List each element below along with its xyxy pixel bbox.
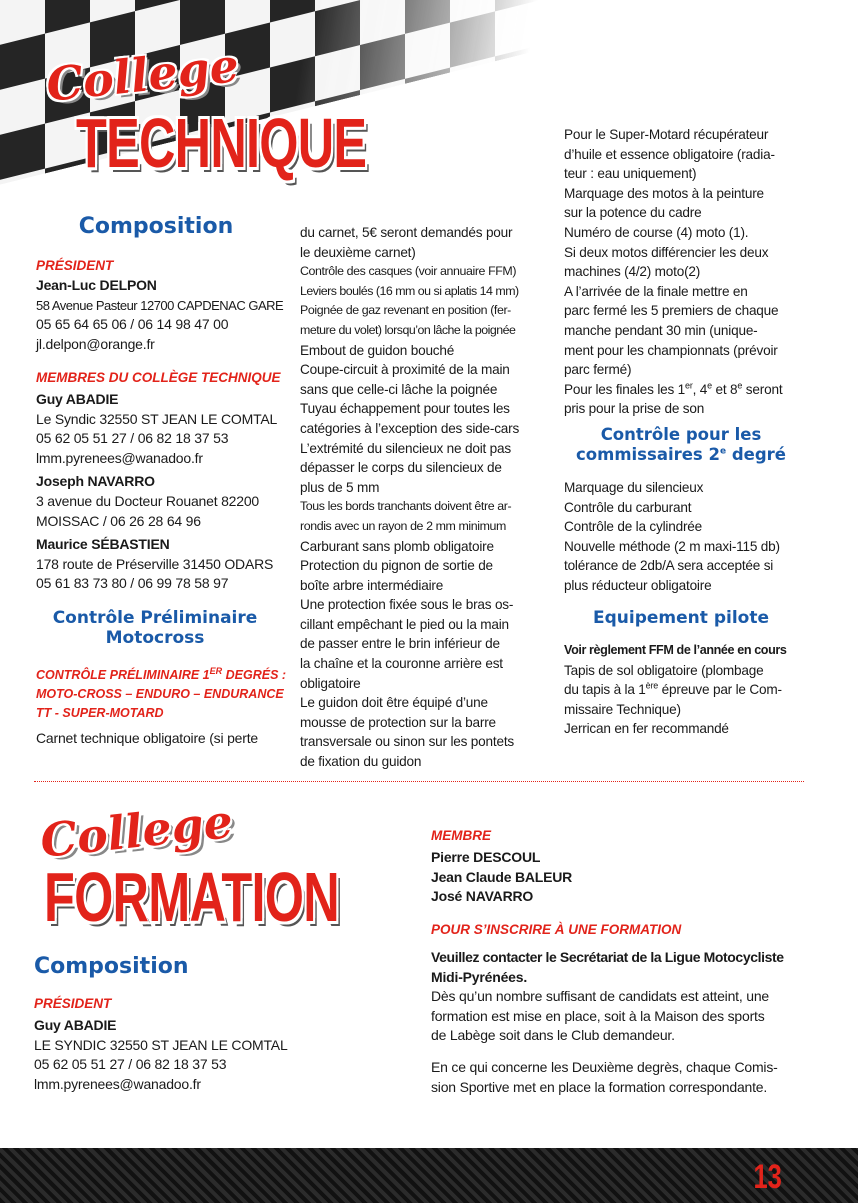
formation-membre: Pierre DESCOUL: [431, 849, 541, 865]
column-2-line: meture du volet) lorsqu’on lâche la poignée: [300, 322, 516, 337]
column-3-line: manche pendant 30 min (unique-: [564, 322, 758, 338]
equipement-line: missaire Technique): [564, 701, 681, 717]
column-2-line: dépasser le corps du silencieux de: [300, 460, 502, 476]
prelim-text: Carnet technique obligatoire (si perte: [36, 730, 258, 746]
formation-para-line: formation est mise en place, soit à la Maison des sports: [431, 1007, 765, 1024]
column-2-line: rondis avec un rayon de 2 mm minimum: [300, 518, 506, 533]
member-line: 3 avenue du Docteur Rouanet 82200: [36, 492, 260, 509]
column-2-line: le deuxième carnet): [300, 244, 416, 260]
commissaires-heading: [556, 425, 806, 465]
member-name: Maurice SÉBASTIEN: [36, 536, 170, 553]
member-line: 05 62 05 51 27 / 06 82 18 37 53: [36, 430, 229, 447]
composition-heading: Composition: [78, 214, 234, 239]
column-2-line: Coupe-circuit à proximité de la main: [300, 362, 510, 378]
column-3-line: parc fermé les 5 premiers de chaque: [564, 303, 779, 319]
finales-line-2: pris pour la prise de son: [564, 401, 705, 417]
finales-text: et 8: [711, 381, 738, 397]
prelim-sub-line: TT - SUPER-MOTARD: [36, 706, 164, 720]
finales-line: [564, 380, 808, 400]
column-2-line: Contrôle des casques (voir annuaire FFM): [300, 264, 517, 279]
president-address: 58 Avenue Pasteur 12700 CAPDENAC GARE: [36, 297, 284, 313]
commissaires-line: Contrôle de la cylindrée: [564, 519, 703, 535]
member-line: 05 61 83 73 80 / 06 99 78 58 97: [36, 575, 229, 592]
members-list: [36, 390, 286, 594]
column-2-line: transversale ou sinon sur les pontets: [300, 734, 514, 750]
formation-president-label: PRÉSIDENT: [34, 996, 112, 1011]
prelim-sub-sup: ER: [209, 665, 223, 676]
commissaires-list: [564, 478, 808, 596]
equipement-heading: Equipement pilote: [593, 608, 769, 628]
member-line: lmm.pyrenees@wanadoo.fr: [36, 449, 203, 466]
column-2-line: Le guidon doit être équipé d’une: [300, 695, 488, 711]
equipement-text-part: épreuve par le Com-: [658, 682, 782, 698]
formation-president-phone: 05 62 05 51 27 / 06 82 18 37 53: [34, 1056, 227, 1073]
section-divider: [34, 781, 804, 782]
formation-para-line: de Labège soit dans le Club demandeur.: [431, 1027, 675, 1044]
commissaires-line: plus réducteur obligatoire: [564, 577, 712, 593]
formation-para-line: En ce qui concerne les Deuxième degrès, chaque Comis-: [431, 1058, 778, 1075]
president-phone: 05 65 64 65 06 / 06 14 98 47 00: [36, 316, 229, 333]
commissaires-line: Nouvelle méthode (2 m maxi-115 db): [564, 538, 780, 554]
column-3-line: teur : eau uniquement): [564, 166, 697, 182]
column-2-line: de passer entre le brin inférieur de: [300, 636, 500, 652]
column-2-line: plus de 5 mm: [300, 479, 380, 495]
column-3-line: Marquage des motos à la peinture: [564, 185, 764, 201]
column-3-line: sur la potence du cadre: [564, 205, 702, 221]
finales-sup: e: [707, 380, 712, 391]
column-2-line: Carburant sans plomb obligatoire: [300, 538, 494, 554]
formation-para-line: sion Sportive met en place la formation correspondante.: [431, 1078, 768, 1095]
president-email: jl.delpon@orange.fr: [36, 335, 155, 352]
formation-president-email: lmm.pyrenees@wanadoo.fr: [34, 1075, 201, 1092]
commissaires-line: Marquage du silencieux: [564, 480, 704, 495]
column-2-line: mousse de protection sur la barre: [300, 714, 496, 730]
column-2-line: Tuyau échappement pour toutes les: [300, 401, 510, 417]
column-2-line: Protection du pignon de sortie de: [300, 558, 493, 574]
formation-para-line: Dès qu’un nombre suffisant de candidats est atteint, une: [431, 988, 769, 1005]
equipement-text-part: du tapis à la 1: [564, 682, 646, 698]
column-3-line: Numéro de course (4) moto (1).: [564, 224, 749, 240]
formation-spacer: [431, 1046, 811, 1058]
formation-membres-list: [431, 848, 811, 907]
column-3-line: parc fermé): [564, 362, 632, 378]
formation-inscrire-label: POUR S’INSCRIRE À UNE FORMATION: [431, 922, 682, 937]
formation-membre: Jean Claude BALEUR: [431, 868, 573, 885]
column-3-line: machines (4/2) moto(2): [564, 264, 701, 280]
formation-membre: José NAVARRO: [431, 888, 534, 905]
prelim-heading-line: Contrôle Préliminaire: [52, 608, 258, 628]
formation-contact-bold: Midi-Pyrénées.: [431, 968, 528, 985]
equipement-line: Jerrican en fer recommandé: [564, 721, 729, 737]
prelim-sub-text: DEGRÉS :: [222, 668, 287, 682]
column-2-line: Tous les bords tranchants doivent être ar-: [300, 499, 512, 514]
formation-title: FORMATION: [44, 858, 339, 936]
finales-text: seront: [742, 381, 783, 397]
column-2-line: Poignée de gaz revenant en position (fer-: [300, 303, 511, 318]
president-label: PRÉSIDENT: [36, 258, 114, 273]
member-line: Le Syndic 32550 ST JEAN LE COMTAL: [36, 410, 278, 427]
formation-president-name: Guy ABADIE: [34, 1017, 117, 1033]
column-3-line: A l’arrivée de la finale mettre en: [564, 283, 748, 299]
column-2-line: sans que celle-ci lâche la poignée: [300, 381, 498, 397]
finales-text: , 4: [692, 381, 708, 397]
commissaires-heading-text: degré: [726, 444, 786, 464]
column-2-line: Leviers boulés (16 mm ou si aplatis 14 mm): [300, 283, 519, 298]
formation-composition-heading: Composition: [34, 954, 189, 979]
prelim-sub-line: MOTO-CROSS – ENDURO – ENDURANCE: [36, 687, 284, 701]
prelim-subheading: [36, 666, 286, 723]
commissaires-heading-sup: e: [719, 446, 727, 457]
formation-president-block: [34, 1016, 334, 1094]
member-name: Guy ABADIE: [36, 391, 119, 407]
formation-membre-label: MEMBRE: [431, 828, 491, 843]
column-2-text: [300, 223, 542, 772]
member-name: Joseph NAVARRO: [36, 473, 155, 490]
column-2-line: catégories à l’exception des side-cars: [300, 420, 520, 436]
column-2-line: Embout de guidon bouché: [300, 342, 455, 358]
finales-text: Pour les finales les 1: [564, 381, 686, 397]
president-block: [36, 276, 286, 354]
technique-title: TECHNIQUE: [76, 104, 367, 182]
column-2-line: boîte arbre intermédiaire: [300, 577, 444, 593]
column-3-line: ment pour les championnats (prévoir: [564, 342, 778, 358]
members-label: MEMBRES DU COLLÈGE TECHNIQUE: [36, 370, 281, 385]
college-technique-script: College: [43, 38, 242, 112]
column-2-line: de fixation du guidon: [300, 754, 422, 770]
formation-contact-bold: Veuillez contacter le Secrétariat de la Ligue Motocycliste: [431, 949, 784, 965]
equipement-sup: ère: [645, 680, 659, 691]
prelim-heading-line: Motocross: [105, 628, 205, 649]
college-formation-script: College: [37, 794, 236, 868]
finales-sup: e: [737, 380, 743, 391]
column-3-line: d’huile et essence obligatoire (radia-: [564, 146, 775, 162]
column-2-line: L’extrémité du silencieux ne doit pas: [300, 440, 511, 456]
column-2-line: obligatoire: [300, 675, 361, 691]
column-3-line: Si deux motos différencier les deux: [564, 244, 769, 260]
president-name: Jean-Luc DELPON: [36, 277, 157, 293]
prelim-sub-text: CONTRÔLE PRÉLIMINAIRE 1: [36, 668, 210, 682]
formation-contact-text: [431, 948, 811, 1097]
commissaires-line: Contrôle du carburant: [564, 499, 692, 515]
footer-band: [0, 1148, 858, 1203]
column-2-line: Une protection fixée sous le bras os-: [300, 597, 514, 613]
page-number: 13: [753, 1158, 782, 1196]
column-3-text: [564, 125, 808, 419]
equipement-bold: Voir règlement FFM de l’année en cours: [564, 643, 787, 657]
finales-sup: er: [685, 380, 693, 391]
column-2-line: cillant empêchant le pied ou la main: [300, 616, 509, 632]
commissaires-heading-text: commissaires 2: [576, 444, 720, 464]
column-2-line: du carnet, 5€ seront demandés pour: [300, 225, 513, 240]
formation-president-address: LE SYNDIC 32550 ST JEAN LE COMTAL: [34, 1036, 288, 1053]
equipement-text: [564, 641, 808, 739]
equipement-line: Tapis de sol obligatoire (plombage: [564, 662, 764, 678]
column-3-line: Pour le Super-Motard récupérateur: [564, 127, 769, 142]
prelim-heading: [30, 608, 280, 649]
commissaires-heading-line: Contrôle pour les: [600, 425, 762, 444]
member-line: MOISSAC / 06 26 28 64 96: [36, 512, 201, 529]
column-2-line: la chaîne et la couronne arrière est: [300, 656, 503, 672]
member-line: 178 route de Préserville 31450 ODARS: [36, 555, 274, 572]
commissaires-line: tolérance de 2db/A sera acceptée si: [564, 558, 774, 574]
